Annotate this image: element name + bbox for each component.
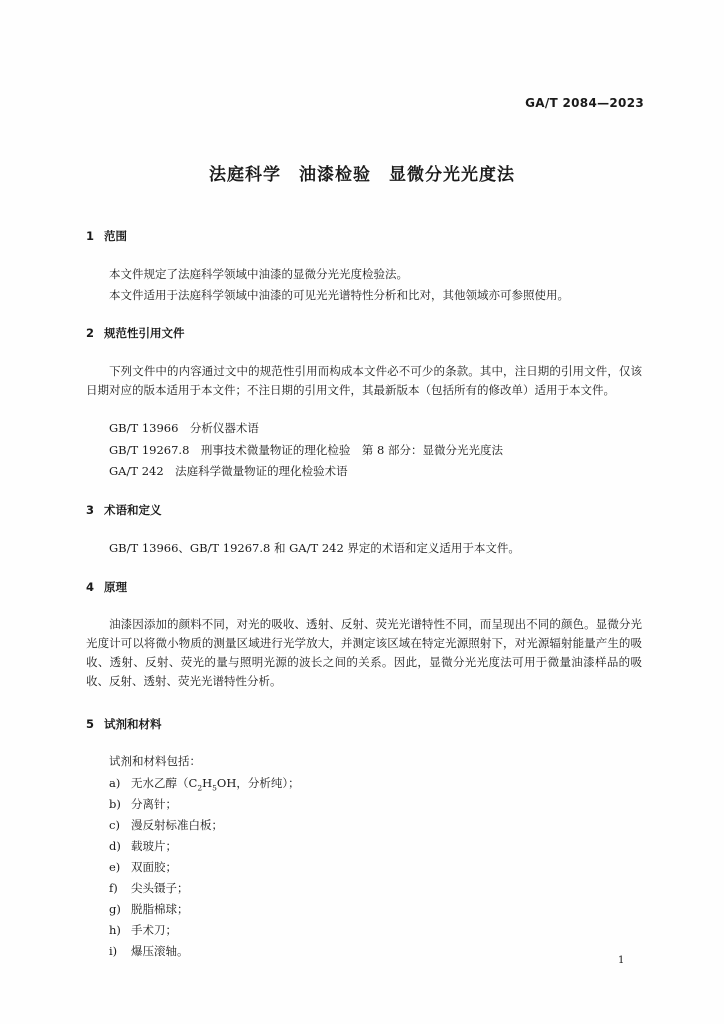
list-item: b) 分离针； — [109, 797, 177, 811]
section-number: 1 — [86, 229, 95, 243]
page-number: 1 — [618, 955, 625, 966]
list-item: e) 双面胶； — [109, 860, 177, 874]
standard-code: GA/T 2084—2023 — [525, 96, 644, 110]
list-item: d) 载玻片； — [109, 839, 177, 853]
section-title: 原理 — [104, 580, 127, 594]
section-title: 试剂和材料 — [104, 717, 162, 731]
section-number: 2 — [86, 326, 95, 340]
section-4-heading — [86, 579, 127, 595]
principle-paragraph: 油漆因添加的颜料不同，对光的吸收、透射、反射、荧光光谱特性不同，而呈现出不同的颜色。显微分光光度计可以将微小物质的测量区域进行光学放大，并测定该区域在特定光源照射下，对光源辐射能量产生的吸收、透射、反射、荧光的量与照明光源的波长之间的关系。因此，显微分光光度法可用于微量油漆样品的吸收、反射、透射、荧光光谱特性分析。 — [86, 617, 642, 688]
list-item: i) 爆压滚轴。 — [109, 944, 189, 958]
terms-paragraph: GB/T 13966、GB/T 19267.8 和 GA/T 242 界定的术语和定义适用于本文件。 — [109, 541, 520, 555]
reference-item: GB/T 19267.8 刑事技术微量物证的理化检验 第 8 部分：显微分光光度法 — [109, 443, 504, 457]
section-title: 规范性引用文件 — [104, 326, 185, 340]
reference-item: GA/T 242 法庭科学微量物证的理化检验术语 — [109, 464, 348, 478]
section-number: 3 — [86, 503, 95, 517]
list-item: f) 尖头镊子； — [109, 881, 189, 895]
scope-paragraph-1: 本文件规定了法庭科学领域中油漆的显微分光光度检验法。 — [109, 267, 408, 281]
materials-intro: 试剂和材料包括： — [109, 754, 201, 768]
list-item: g) 脱脂棉球； — [109, 902, 189, 916]
reference-item: GB/T 13966 分析仪器术语 — [109, 421, 259, 435]
section-1-heading — [86, 228, 127, 244]
normative-references-intro: 下列文件中的内容通过文中的规范性引用而构成本文件必不可少的条款。其中，注日期的引用文件，仅该日期对应的版本适用于本文件；不注日期的引用文件，其最新版本（包括所有的修改单）适用于本文件。 — [86, 364, 642, 397]
section-number: 4 — [86, 580, 95, 594]
list-item: a) 无水乙醇（$C_2H_5OH$，分析纯）； — [109, 776, 300, 793]
section-3-heading — [86, 502, 162, 518]
section-2-heading — [86, 325, 185, 341]
section-5-heading — [86, 716, 162, 732]
list-item: h) 手术刀； — [109, 923, 177, 937]
section-number: 5 — [86, 717, 95, 731]
document-title: 法庭科学 油漆检验 显微分光光度法 — [209, 165, 515, 185]
section-title: 术语和定义 — [104, 503, 162, 517]
list-item: c) 漫反射标准白板； — [109, 818, 223, 832]
section-title: 范围 — [104, 229, 127, 243]
scope-paragraph-2: 本文件适用于法庭科学领域中油漆的可见光光谱特性分析和比对，其他领域亦可参照使用。 — [109, 288, 569, 302]
